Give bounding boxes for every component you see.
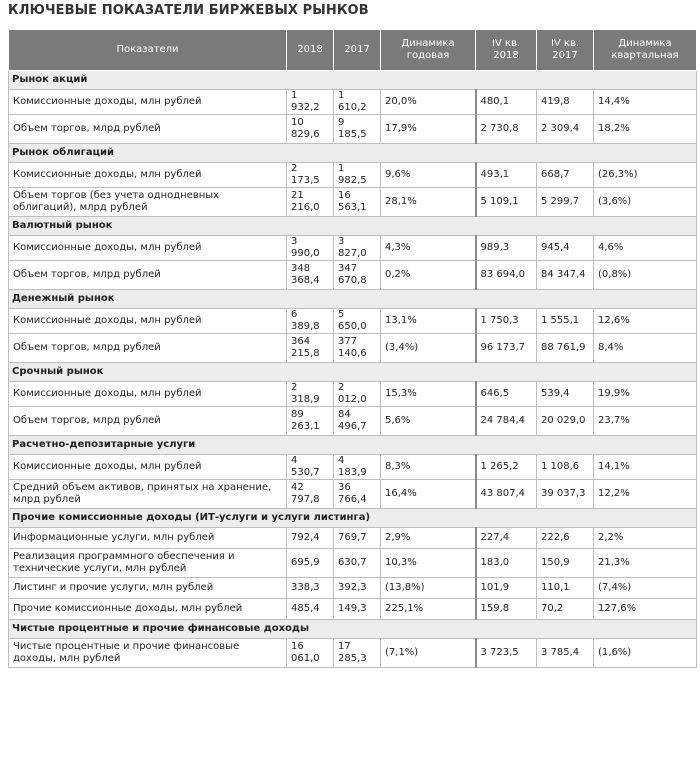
table-cell: (13,8%) <box>381 578 476 599</box>
table-cell: 646,5 <box>476 382 537 407</box>
row-label: Объем торгов, млрд рублей <box>9 115 287 144</box>
table-cell: 2 730,8 <box>476 115 537 144</box>
row-label: Чистые процентные и прочие финансовые доходы, млн рублей <box>9 639 287 668</box>
table-cell: 419,8 <box>537 90 594 115</box>
table-cell: 96 173,7 <box>476 334 537 363</box>
table-row <box>9 599 697 620</box>
table-cell: 16,4% <box>381 480 476 509</box>
table-cell: 23,7% <box>594 407 697 436</box>
table-cell: 4,3% <box>381 236 476 261</box>
table-row <box>9 639 697 668</box>
table-cell: 338,3 <box>287 578 334 599</box>
section-row <box>9 363 697 382</box>
table-cell: 159,8 <box>476 599 537 620</box>
table-cell: 1 610,2 <box>334 90 381 115</box>
table-cell: 3 827,0 <box>334 236 381 261</box>
table-cell: 20 029,0 <box>537 407 594 436</box>
table-cell: 88 761,9 <box>537 334 594 363</box>
section-title: Денежный рынок <box>9 290 697 309</box>
table-cell: 15,3% <box>381 382 476 407</box>
table-cell: 84 347,4 <box>537 261 594 290</box>
row-label: Комиссионные доходы, млн рублей <box>9 309 287 334</box>
table-cell: 1 982,5 <box>334 163 381 188</box>
row-label: Комиссионные доходы, млн рублей <box>9 382 287 407</box>
table-cell: (7,4%) <box>594 578 697 599</box>
section-title: Срочный рынок <box>9 363 697 382</box>
column-header-indicators: Показатели <box>9 30 287 71</box>
row-label: Комиссионные доходы, млн рублей <box>9 163 287 188</box>
section-row <box>9 620 697 639</box>
section-row <box>9 217 697 236</box>
table-cell: 14,4% <box>594 90 697 115</box>
column-header-2018: 2018 <box>287 30 334 71</box>
section-title: Расчетно-депозитарные услуги <box>9 436 697 455</box>
table-cell: 5 650,0 <box>334 309 381 334</box>
row-label: Объем торгов, млрд рублей <box>9 334 287 363</box>
table-row <box>9 549 697 578</box>
table-cell: 222,6 <box>537 528 594 549</box>
section-title: Прочие комиссионные доходы (ИТ-услуги и услуги листинга) <box>9 509 697 528</box>
row-label: Средний объем активов, принятых на хранение, млрд рублей <box>9 480 287 509</box>
table-cell: 84 496,7 <box>334 407 381 436</box>
table-cell: 9,6% <box>381 163 476 188</box>
table-row <box>9 578 697 599</box>
row-label: Объем торгов, млрд рублей <box>9 261 287 290</box>
table-cell: 1 265,2 <box>476 455 537 480</box>
table-cell: 769,7 <box>334 528 381 549</box>
page-title: КЛЮЧЕВЫЕ ПОКАЗАТЕЛИ БИРЖЕВЫХ РЫНКОВ <box>8 3 369 18</box>
section-title: Чистые процентные и прочие финансовые доходы <box>9 620 697 639</box>
table-cell: 630,7 <box>334 549 381 578</box>
table-cell: 149,3 <box>334 599 381 620</box>
table-cell: 16 061,0 <box>287 639 334 668</box>
table-row <box>9 309 697 334</box>
table-cell: 2 309,4 <box>537 115 594 144</box>
table-cell: 3 785,4 <box>537 639 594 668</box>
row-label: Прочие комиссионные доходы, млн рублей <box>9 599 287 620</box>
table-cell: 4,6% <box>594 236 697 261</box>
table-cell: (26,3%) <box>594 163 697 188</box>
row-label: Реализация программного обеспечения и технические услуги, млн рублей <box>9 549 287 578</box>
row-label: Объем торгов (без учета однодневных облигаций), млрд рублей <box>9 188 287 217</box>
table-cell: 1 108,6 <box>537 455 594 480</box>
column-header-q4-2017: IV кв. 2017 <box>537 30 594 71</box>
row-label: Листинг и прочие услуги, млн рублей <box>9 578 287 599</box>
section-row <box>9 144 697 163</box>
table-cell: 28,1% <box>381 188 476 217</box>
table-cell: 8,4% <box>594 334 697 363</box>
table-cell: 70,2 <box>537 599 594 620</box>
table-cell: 12,2% <box>594 480 697 509</box>
table-cell: 377 140,6 <box>334 334 381 363</box>
section-row <box>9 509 697 528</box>
table-cell: 1 750,3 <box>476 309 537 334</box>
table-header-row <box>9 30 697 71</box>
table-cell: 83 694,0 <box>476 261 537 290</box>
table-cell: 2 012,0 <box>334 382 381 407</box>
column-header-2017: 2017 <box>334 30 381 71</box>
table-cell: (7,1%) <box>381 639 476 668</box>
table-cell: 3 990,0 <box>287 236 334 261</box>
table-cell: 6 389,8 <box>287 309 334 334</box>
table-cell: 110,1 <box>537 578 594 599</box>
table-cell: 4 530,7 <box>287 455 334 480</box>
row-label: Комиссионные доходы, млн рублей <box>9 455 287 480</box>
table-body <box>9 71 697 668</box>
table-cell: 20,0% <box>381 90 476 115</box>
table-cell: 10 829,6 <box>287 115 334 144</box>
section-row <box>9 290 697 309</box>
market-indicators-table <box>8 29 697 668</box>
table-cell: 493,1 <box>476 163 537 188</box>
table-cell: 0,2% <box>381 261 476 290</box>
table-cell: 150,9 <box>537 549 594 578</box>
table-cell: 2 173,5 <box>287 163 334 188</box>
column-header-annual-change: Динамика годовая <box>381 30 476 71</box>
table-cell: 17,9% <box>381 115 476 144</box>
table-cell: 539,4 <box>537 382 594 407</box>
table-row <box>9 480 697 509</box>
table-cell: 101,9 <box>476 578 537 599</box>
row-label: Информационные услуги, млн рублей <box>9 528 287 549</box>
table-cell: 43 807,4 <box>476 480 537 509</box>
table-row <box>9 261 697 290</box>
section-title: Валютный рынок <box>9 217 697 236</box>
table-cell: 8,3% <box>381 455 476 480</box>
table-cell: 2,9% <box>381 528 476 549</box>
table-cell: 89 263,1 <box>287 407 334 436</box>
table-cell: 792,4 <box>287 528 334 549</box>
table-row <box>9 528 697 549</box>
table-cell: 2,2% <box>594 528 697 549</box>
table-cell: 392,3 <box>334 578 381 599</box>
table-cell: 945,4 <box>537 236 594 261</box>
section-row <box>9 436 697 455</box>
section-title: Рынок акций <box>9 71 697 90</box>
table-cell: 42 797,8 <box>287 480 334 509</box>
table-cell: 9 185,5 <box>334 115 381 144</box>
table-row <box>9 115 697 144</box>
table-cell: 668,7 <box>537 163 594 188</box>
table-cell: 347 670,8 <box>334 261 381 290</box>
table-cell: 21,3% <box>594 549 697 578</box>
table-row <box>9 407 697 436</box>
table-cell: 5 109,1 <box>476 188 537 217</box>
table-cell: 5,6% <box>381 407 476 436</box>
table-cell: 21 216,0 <box>287 188 334 217</box>
row-label: Комиссионные доходы, млн рублей <box>9 90 287 115</box>
table-cell: 3 723,5 <box>476 639 537 668</box>
table-cell: 989,3 <box>476 236 537 261</box>
table-cell: 480,1 <box>476 90 537 115</box>
table-cell: 127,6% <box>594 599 697 620</box>
table-row <box>9 382 697 407</box>
table-cell: 10,3% <box>381 549 476 578</box>
table-cell: 18,2% <box>594 115 697 144</box>
column-header-quarterly-change: Динамика квартальная <box>594 30 697 71</box>
table-row <box>9 455 697 480</box>
column-header-q4-2018: IV кв. 2018 <box>476 30 537 71</box>
section-row <box>9 71 697 90</box>
table-cell: 4 183,9 <box>334 455 381 480</box>
row-label: Объем торгов, млрд рублей <box>9 407 287 436</box>
table-cell: 225,1% <box>381 599 476 620</box>
table-cell: 348 368,4 <box>287 261 334 290</box>
section-title: Рынок облигаций <box>9 144 697 163</box>
table-cell: 13,1% <box>381 309 476 334</box>
table-cell: 12,6% <box>594 309 697 334</box>
table-cell: 14,1% <box>594 455 697 480</box>
table-row <box>9 334 697 363</box>
table-cell: 24 784,4 <box>476 407 537 436</box>
table-row <box>9 163 697 188</box>
table-row <box>9 90 697 115</box>
table-cell: 39 037,3 <box>537 480 594 509</box>
table-cell: (3,4%) <box>381 334 476 363</box>
table-cell: (1,6%) <box>594 639 697 668</box>
table-cell: 695,9 <box>287 549 334 578</box>
table-cell: 5 299,7 <box>537 188 594 217</box>
table-cell: 2 318,9 <box>287 382 334 407</box>
table-cell: 183,0 <box>476 549 537 578</box>
table-row <box>9 236 697 261</box>
table-cell: 16 563,1 <box>334 188 381 217</box>
table-cell: 1 932,2 <box>287 90 334 115</box>
table-cell: 364 215,8 <box>287 334 334 363</box>
table-row <box>9 188 697 217</box>
table-cell: 19,9% <box>594 382 697 407</box>
row-label: Комиссионные доходы, млн рублей <box>9 236 287 261</box>
table-cell: (0,8%) <box>594 261 697 290</box>
table-cell: (3,6%) <box>594 188 697 217</box>
table-cell: 36 766,4 <box>334 480 381 509</box>
table-cell: 1 555,1 <box>537 309 594 334</box>
table-cell: 227,4 <box>476 528 537 549</box>
table-cell: 485,4 <box>287 599 334 620</box>
table-cell: 17 285,3 <box>334 639 381 668</box>
